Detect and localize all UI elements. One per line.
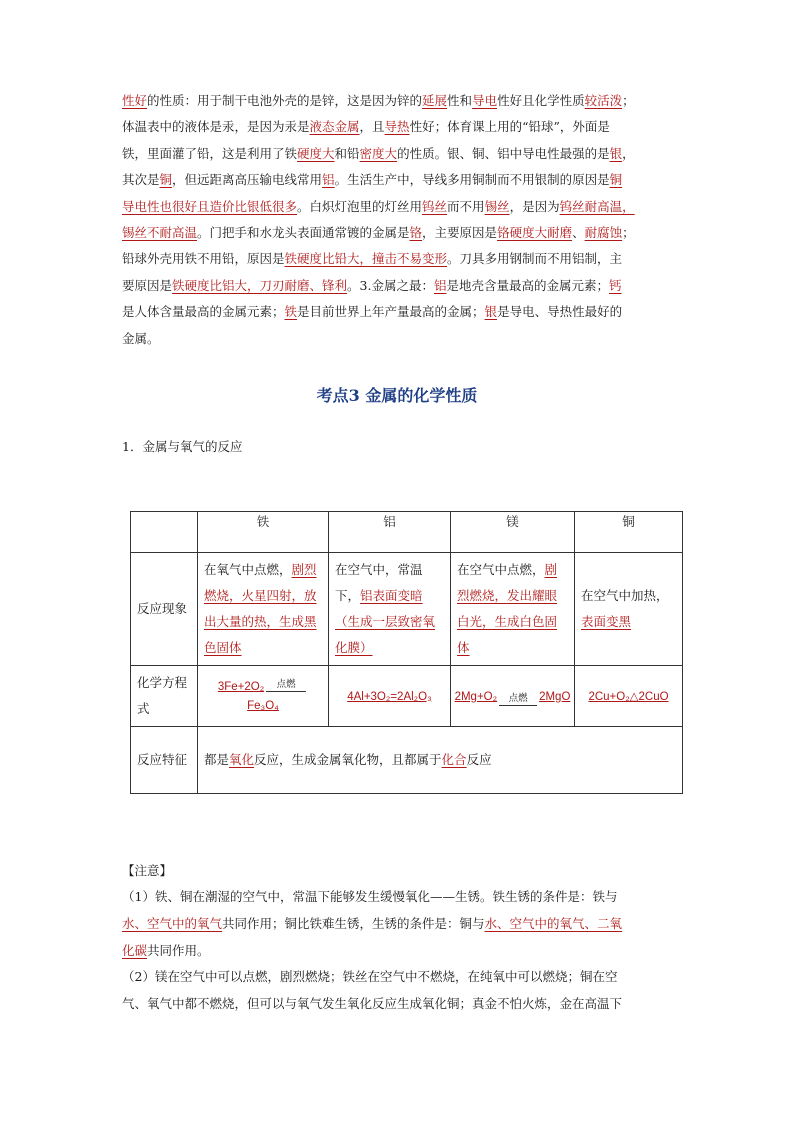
answer-text: 铝表面变暗（生成一层致密氧化膜） [335, 588, 436, 655]
answer-text: 水、空气中的氧气、二氧 [484, 915, 623, 931]
answer-text: 钨丝 [422, 198, 448, 214]
note-paragraph [122, 884, 674, 1018]
answer-text: 延展 [422, 93, 448, 108]
answer-text: 铁硬度比铝大，刀刃耐磨、锋利 [172, 277, 348, 293]
phenomenon-aluminum [329, 553, 451, 666]
body-text: 性好且化学性质 [497, 93, 585, 108]
feature-label: 反应特征 [131, 727, 198, 794]
eq-mg-product: 2MgO [539, 690, 571, 703]
body-text: 铁，里面灌了铅，这是利用了铁 [122, 145, 298, 161]
body-text: 性和 [447, 93, 473, 108]
body-text: 而不用 [447, 198, 485, 214]
answer-text: 化合 [441, 752, 467, 767]
answer-text: 较活泼 [584, 93, 623, 108]
body-text: ； [622, 224, 635, 240]
phenomenon-magnesium [451, 553, 575, 666]
answer-text: 耐腐蚀 [584, 224, 623, 240]
answer-text: 铜 [159, 172, 173, 188]
body-text: ，主要原因是 [422, 224, 498, 240]
intro-paragraph [122, 88, 674, 352]
ignite-arrow [499, 693, 537, 710]
body-text: 铅球外壳用铁不用铅，原因是 [122, 251, 285, 267]
eq-fe-product: Fe₃O₄ [247, 700, 279, 712]
answer-text: 水、空气中的氧气 [122, 915, 223, 931]
answer-text: 铝 [322, 172, 335, 188]
body-text: 要原因是 [122, 277, 173, 293]
equation-aluminum [329, 666, 451, 727]
text-line [122, 246, 674, 272]
ignite-condition: 点燃 [508, 692, 528, 704]
phenomenon-iron [198, 553, 329, 666]
phenomenon-row [131, 553, 683, 666]
body-text: ； [622, 93, 635, 108]
answer-text: 铬 [409, 224, 423, 240]
body-text: ， [622, 145, 635, 161]
header-cell-iron: 铁 [198, 512, 329, 553]
text-line [122, 167, 674, 193]
body-text: ，是因为 [509, 198, 560, 214]
answer-text: 导电 [472, 93, 498, 108]
answer-text: 硬度大 [297, 145, 335, 161]
text-line [122, 299, 674, 325]
header-cell-copper: 铜 [575, 512, 683, 553]
header-cell-empty [131, 512, 198, 553]
body-text: 在空气中点燃， [457, 562, 545, 577]
body-text: 在空气中，常温下， [335, 562, 423, 603]
header-cell-aluminum: 铝 [329, 512, 451, 553]
text-line [122, 141, 674, 167]
body-text: 。门把手和水龙头表面通常镀的金属是 [197, 224, 410, 240]
body-text: 的性质。银、铜、铝中导电性最强的是 [397, 145, 610, 161]
metal-oxygen-table [130, 511, 683, 794]
text-line [122, 88, 674, 114]
eq-al: 4Al+3O₂=2Al₂O₃ [347, 690, 432, 703]
answer-text: 剧烈燃烧，发出耀眼白光，生成白色固体 [457, 562, 558, 655]
answer-text: 铁 [284, 304, 298, 320]
answer-text: 银 [484, 304, 498, 320]
equation-row [131, 666, 683, 727]
ignite-condition: 点燃 [276, 679, 296, 690]
body-text: ，且 [359, 119, 385, 135]
text-line [122, 911, 674, 938]
feature-text [198, 727, 683, 794]
answer-text: 剧烈燃烧，火星四射，放出大量的热，生成黑色固体 [204, 562, 317, 655]
answer-text: 化碳 [122, 942, 148, 958]
body-text: ，但远距离高压输电线常用 [172, 172, 323, 188]
answer-text: 钨丝耐高温， [559, 198, 635, 214]
body-text: 金属。 [122, 330, 160, 346]
body-text: 、 [572, 224, 585, 240]
body-text: 在氧气中点燃， [204, 562, 292, 577]
equation-copper [575, 666, 683, 727]
text-line [122, 326, 674, 352]
answer-text: 铁硬度比铅大，撞击不易变形 [284, 251, 448, 267]
body-text: 。生活生产中，导线多用铜制而不用银制的原因是 [334, 172, 610, 188]
eq-fe-reactants: 3Fe+2O₂ [217, 681, 265, 693]
answer-text: 银 [609, 145, 623, 161]
eq-cu: 2Cu+O₂△2CuO [588, 690, 669, 703]
body-text: 其次是 [122, 172, 160, 188]
answer-text: 性好 [122, 93, 148, 108]
body-text: 性好；体育课上用的“铅球”，外面是 [409, 119, 610, 135]
section-title: 考点3 金属的化学性质 [316, 386, 478, 405]
subsection-heading: 1．金属与氧气的反应 [122, 439, 243, 454]
header-cell-magnesium: 镁 [451, 512, 575, 553]
text-line [122, 991, 674, 1018]
phenomenon-copper [575, 553, 683, 666]
text-line [122, 964, 674, 991]
eq-mg-reactants: 2Mg+O₂ [454, 690, 498, 703]
ignite-arrow [266, 679, 306, 696]
answer-text: 导电性也很好且造价比银低很多 [122, 198, 298, 214]
body-text: 的性质：用于制干电池外壳的是锌，这是因为锌的 [147, 93, 423, 108]
body-text: （2）镁在空气中可以点燃，剧烈燃烧；铁丝在空气中不燃烧，在纯氧中可以燃烧；铜在空 [122, 969, 618, 985]
answer-text: 锡丝 [484, 198, 510, 214]
phenomenon-label: 反应现象 [131, 553, 198, 666]
answer-text: 钙 [609, 277, 622, 293]
answer-text: 锡丝不耐高温 [122, 224, 198, 240]
body-text: 。刀具多用钢制而不用铝制，主 [447, 251, 623, 267]
text-line [122, 938, 674, 965]
answer-text: 密度大 [359, 145, 398, 161]
answer-text: 表面变黑 [581, 614, 632, 629]
answer-text: 铬硬度大耐磨 [497, 224, 573, 240]
answer-text: 导热 [384, 119, 410, 135]
feature-row [131, 727, 683, 794]
answer-text: 铝 [433, 277, 447, 293]
text-line [122, 273, 674, 299]
body-text: 体温表中的液体是汞，是因为汞是 [122, 119, 310, 135]
text-line [122, 220, 674, 246]
body-text: 。白炽灯泡里的灯丝用 [297, 198, 423, 214]
text-line [122, 194, 674, 220]
body-text: 。3.金属之最： [347, 277, 434, 293]
body-text: 是人体含量最高的金属元素； [122, 304, 285, 320]
body-text: 共同作用。 [147, 942, 210, 958]
body-text: 反应，生成金属氧化物，且都属于 [254, 752, 442, 767]
body-text: 共同作用；铜比铁难生锈，生锈的条件是：铜与 [222, 915, 485, 931]
body-text: 反应 [466, 752, 492, 767]
body-text: 是目前世界上年产量最高的金属； [297, 304, 485, 320]
text-line [122, 114, 674, 140]
body-text: 气、氧气中都不燃烧，但可以与氧气发生氧化反应生成氧化铜；真金不怕火炼，金在高温下 [122, 996, 623, 1012]
answer-text: 氧化 [229, 752, 255, 767]
equation-magnesium [451, 666, 575, 727]
body-text: 是导电、导热性最好的 [497, 304, 623, 320]
equation-iron [198, 666, 329, 727]
equation-label: 化学方程式 [131, 666, 198, 727]
body-text: 都是 [204, 752, 230, 767]
text-line [122, 884, 674, 911]
note-title: 【注意】 [122, 863, 173, 878]
answer-text: 液态金属 [309, 119, 360, 135]
answer-text: 铜 [609, 172, 623, 188]
table-header-row [131, 512, 683, 553]
body-text: 是地壳含量最高的金属元素； [446, 277, 609, 293]
body-text: 和铅 [334, 145, 360, 161]
body-text: 在空气中加热， [581, 588, 669, 603]
body-text: （1）铁、铜在潮湿的空气中，常温下能够发生缓慢氧化——生锈。铁生锈的条件是：铁与 [122, 889, 618, 904]
